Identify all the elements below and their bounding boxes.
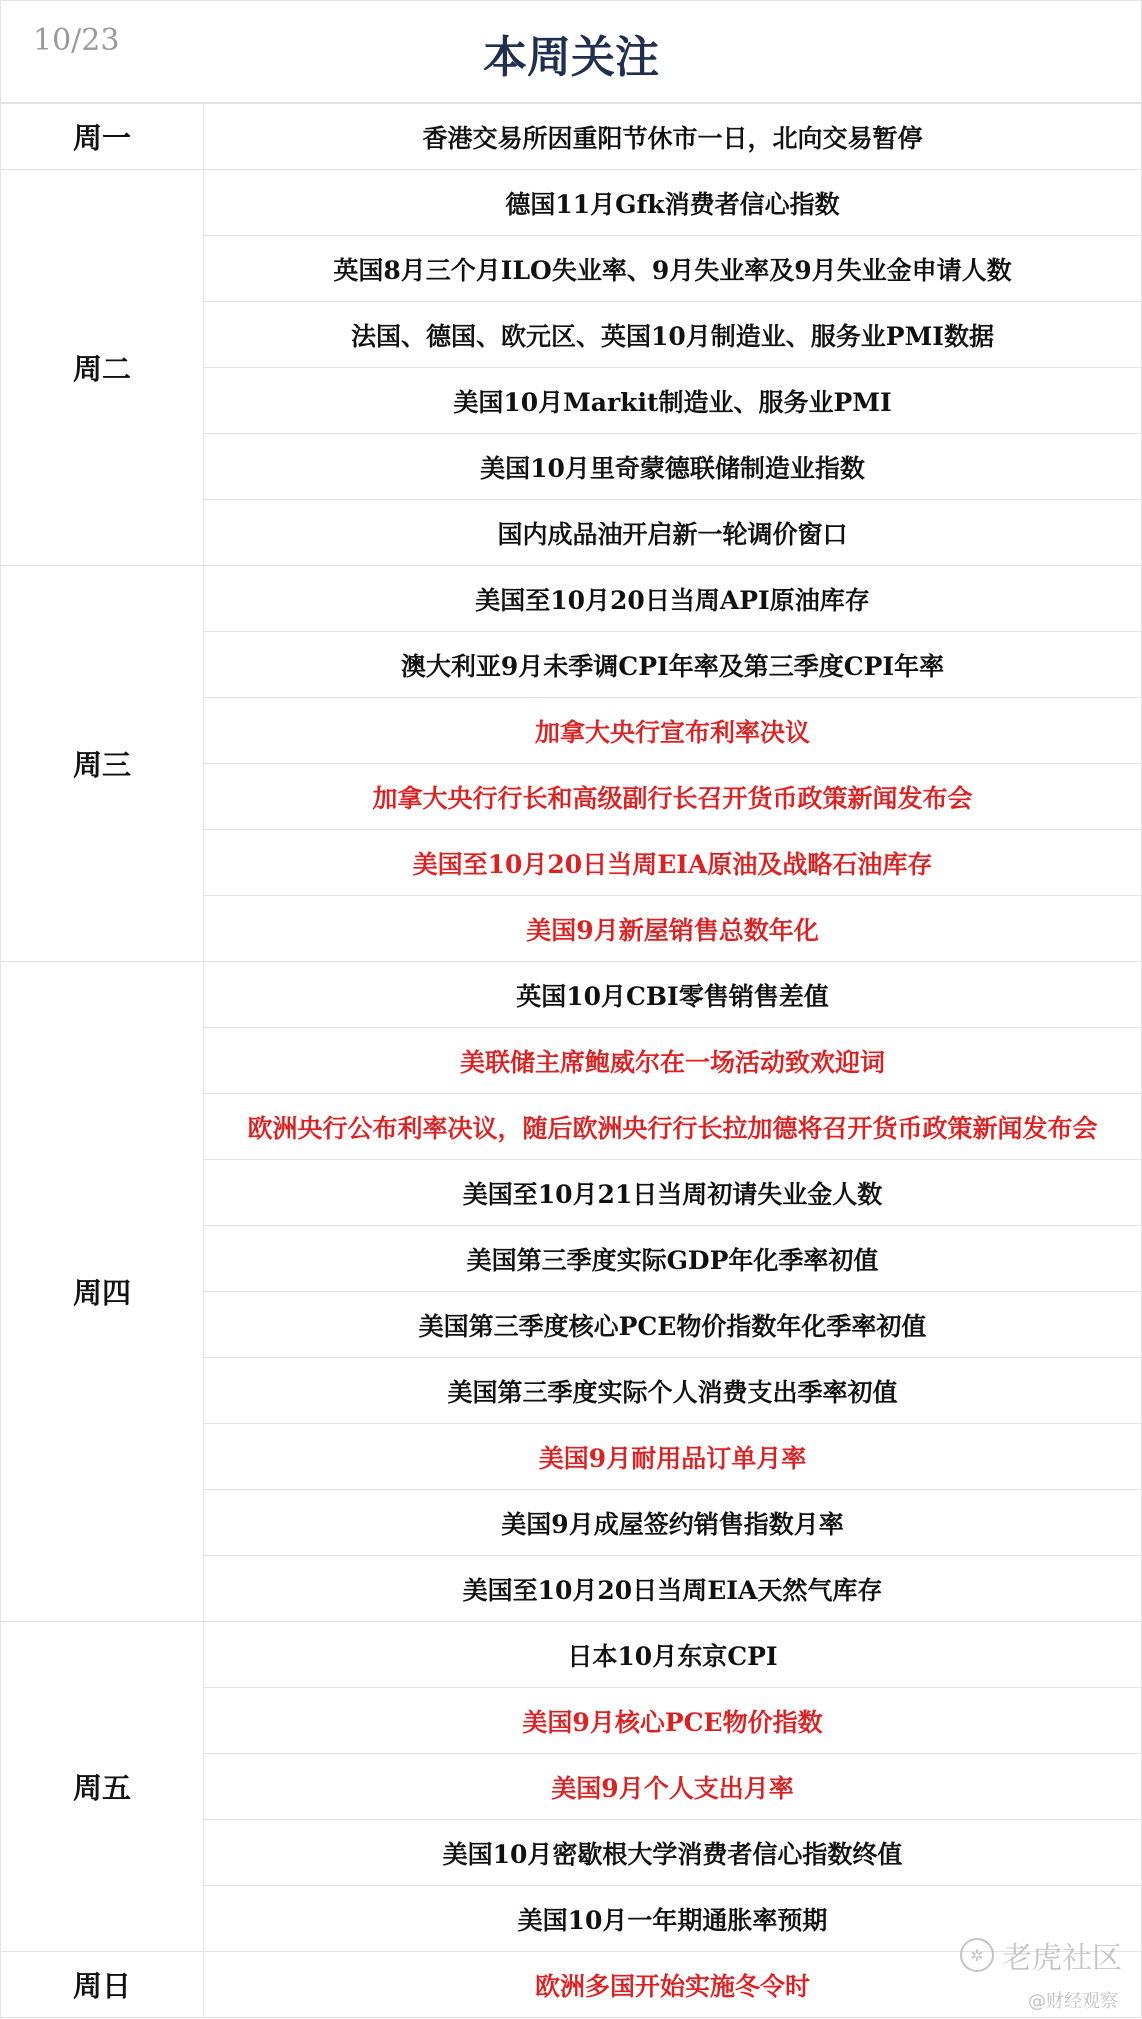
table-row — [1, 566, 1142, 632]
event-cell: 美联储主席鲍威尔在一场活动致欢迎词 — [204, 1028, 1142, 1094]
event-cell: 美国第三季度核心PCE物价指数年化季率初值 — [204, 1292, 1142, 1358]
event-cell: 英国8月三个月ILO失业率、9月失业率及9月失业金申请人数 — [204, 236, 1142, 302]
day-label: 周日 — [1, 1952, 204, 2018]
event-cell: 美国9月成屋签约销售指数月率 — [204, 1490, 1142, 1556]
event-cell: 日本10月东京CPI — [204, 1622, 1142, 1688]
day-label: 周三 — [1, 566, 204, 962]
event-cell: 美国至10月20日当周EIA原油及战略石油库存 — [204, 830, 1142, 896]
day-label: 周四 — [1, 962, 204, 1622]
page-title: 本周关注 — [483, 32, 659, 83]
event-cell: 国内成品油开启新一轮调价窗口 — [204, 500, 1142, 566]
table-row — [1, 104, 1142, 170]
event-cell: 美国至10月20日当周API原油库存 — [204, 566, 1142, 632]
day-label: 周二 — [1, 170, 204, 566]
day-label: 周五 — [1, 1622, 204, 1952]
event-cell: 欧洲央行公布利率决议，随后欧洲央行行长拉加德将召开货币政策新闻发布会 — [204, 1094, 1142, 1160]
event-cell: 欧洲多国开始实施冬令时 — [204, 1952, 1142, 2018]
event-cell: 美国9月新屋销售总数年化 — [204, 896, 1142, 962]
event-cell: 美国10月Markit制造业、服务业PMI — [204, 368, 1142, 434]
table-row — [1, 962, 1142, 1028]
event-cell: 美国第三季度实际GDP年化季率初值 — [204, 1226, 1142, 1292]
weekly-events-table — [0, 103, 1142, 2018]
event-cell: 美国至10月20日当周EIA天然气库存 — [204, 1556, 1142, 1622]
date-label: 10/23 — [33, 23, 120, 58]
watermark-text: 老虎社区 — [1002, 1941, 1122, 1976]
event-cell: 美国9月核心PCE物价指数 — [204, 1688, 1142, 1754]
event-cell: 加拿大央行行长和高级副行长召开货币政策新闻发布会 — [204, 764, 1142, 830]
watermark — [960, 1933, 1122, 1977]
event-cell: 美国第三季度实际个人消费支出季率初值 — [204, 1358, 1142, 1424]
event-cell: 德国11月Gfk消费者信心指数 — [204, 170, 1142, 236]
table-row — [1, 170, 1142, 236]
header — [0, 0, 1142, 103]
tiger-logo-icon: ✲ — [960, 1938, 994, 1972]
event-cell: 英国10月CBI零售销售差值 — [204, 962, 1142, 1028]
table-row — [1, 1622, 1142, 1688]
event-cell: 加拿大央行宣布利率决议 — [204, 698, 1142, 764]
event-cell: 法国、德国、欧元区、英国10月制造业、服务业PMI数据 — [204, 302, 1142, 368]
event-cell: 美国10月密歇根大学消费者信心指数终值 — [204, 1820, 1142, 1886]
event-cell: 美国9月耐用品订单月率 — [204, 1424, 1142, 1490]
watermark-sub: @财经观察 — [1028, 1991, 1118, 2012]
event-cell: 澳大利亚9月未季调CPI年率及第三季度CPI年率 — [204, 632, 1142, 698]
event-cell: 香港交易所因重阳节休市一日，北向交易暂停 — [204, 104, 1142, 170]
event-cell: 美国9月个人支出月率 — [204, 1754, 1142, 1820]
day-label: 周一 — [1, 104, 204, 170]
event-cell: 美国10月里奇蒙德联储制造业指数 — [204, 434, 1142, 500]
event-cell: 美国10月一年期通胀率预期 — [204, 1886, 1142, 1952]
event-cell: 美国至10月21日当周初请失业金人数 — [204, 1160, 1142, 1226]
